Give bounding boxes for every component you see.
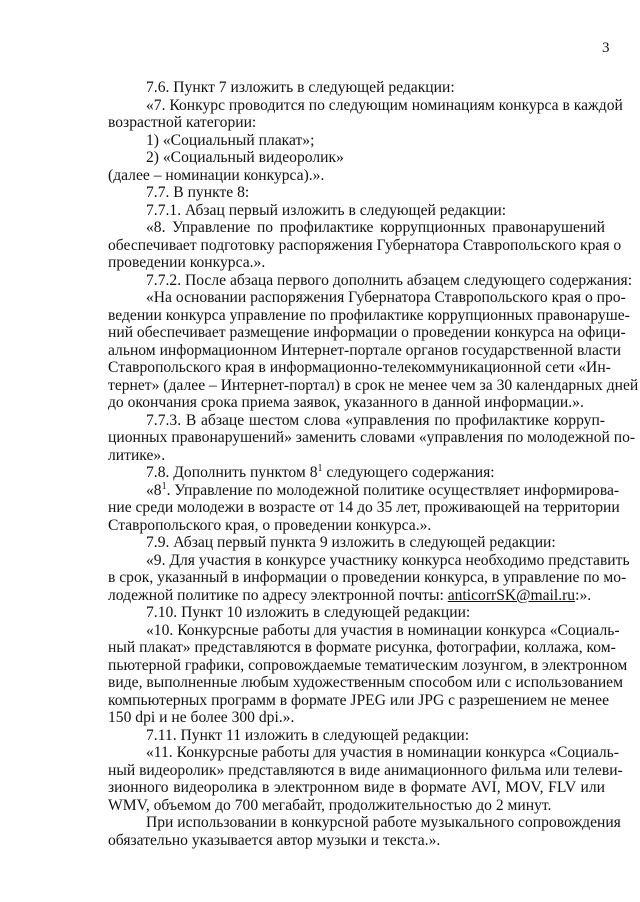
text-line: в срок, указанный в информации о проведении конкурса, в управление по мо- xyxy=(108,569,627,586)
text-line: WMV, объемом до 700 мегабайт, продолжительностью до 2 минут. xyxy=(108,797,552,814)
text-line: зионного видеоролика в электронном виде в формате AVI, MOV, FLV или xyxy=(108,779,605,796)
text-line: 7.7.2. После абзаца первого дополнить абзацем следующего содержания: xyxy=(146,272,633,289)
text-line: 7.6. Пункт 7 изложить в следующей редакции: xyxy=(146,79,455,96)
text-line: Ставропольского края в информационно-телекоммуникационной сети «Ин- xyxy=(108,359,611,376)
text-line: 7.9. Абзац первый пункта 9 изложить в следующей редакции: xyxy=(146,534,556,551)
text-line: обязательно указывается автор музыки и текста.». xyxy=(108,832,441,849)
text-line: до окончания срока приема заявок, указанного в данной информации.». xyxy=(108,394,584,411)
text-line: ведении конкурса управление по профилактике коррупционных правонаруше- xyxy=(108,307,630,324)
text-line: 1) «Социальный плакат»; xyxy=(146,132,315,149)
text-line: ный плакат» представляются в формате рисунка, фотографии, коллажа, ком- xyxy=(108,639,616,656)
text-line: 7.7. В пункте 8: xyxy=(146,184,250,201)
text-line: «10. Конкурсные работы для участия в номинации конкурса «Социаль- xyxy=(146,622,620,639)
text-line: проведении конкурса.». xyxy=(108,254,266,271)
text-line: литике». xyxy=(108,447,166,464)
text-line: тернет» (далее – Интернет-портал) в срок не менее чем за 30 календарных дней xyxy=(108,377,639,394)
text-line: пьютерной графики, сопровождаемые тематическим лозунгом, в электронном xyxy=(108,657,628,674)
text-line: 7.7.3. В абзаце шестом слова «управления по профилактике корруп- xyxy=(146,412,605,429)
text-line: 7.10. Пункт 10 изложить в следующей редакции: xyxy=(146,604,471,621)
text-line: ционных правонарушений» заменить словами «управления по молодежной по- xyxy=(108,429,636,446)
text-line: 150 dpi и не более 300 dpi.». xyxy=(108,709,295,726)
text-line: лодежной политике по адресу электронной почты: anticorrSK@mail.ru:». xyxy=(108,587,592,604)
text-line: (далее – номинации конкурса).». xyxy=(108,167,325,184)
text-line: возрастной категории: xyxy=(108,114,257,131)
text-line: 7.11. Пункт 11 изложить в следующей редакции: xyxy=(146,727,470,744)
text-line: 7.8. Дополнить пунктом $8^1$ следующего содержания: xyxy=(146,463,495,481)
text-line: компьютерных программ в формате JPEG или JPG с разрешением не менее xyxy=(108,692,609,709)
email-link[interactable]: anticorrSK@mail.ru xyxy=(447,587,576,604)
text-line: ние среди молодежи в возрасте от 14 до 35 лет, проживающей на территории xyxy=(108,499,620,516)
text-line: «11. Конкурсные работы для участия в номинации конкурса «Социаль- xyxy=(146,744,619,761)
text-line: При использовании в конкурсной работе музыкального сопровождения xyxy=(146,814,621,831)
page-number: 3 xyxy=(602,40,610,56)
text-line: обеспечивает подготовку распоряжения Губернатора Ставропольского края о xyxy=(108,237,622,254)
text-line: 2) «Социальный видеоролик» xyxy=(146,149,344,166)
text-line: «8. Управление по профилактике коррупционных правонарушений xyxy=(146,219,605,236)
text-line: «$8^1$. Управление по молодежной политике осуществляет информирова- xyxy=(146,481,620,499)
text-line: Ставропольского края, о проведении конкурса.». xyxy=(108,517,432,534)
text-line: ний обеспечивает размещение информации о проведении конкурса на офици- xyxy=(108,324,626,341)
text-line: «На основании распоряжения Губернатора Ставропольского края о про- xyxy=(146,289,626,306)
text-line: «9. Для участия в конкурсе участнику конкурса необходимо представить xyxy=(146,552,630,569)
text-line: «7. Конкурс проводится по следующим номинациям конкурса в каждой xyxy=(146,97,623,114)
text-line: 7.7.1. Абзац первый изложить в следующей редакции: xyxy=(146,202,507,219)
text-line: ный видеоролик» представляются в виде анимационного фильма или телеви- xyxy=(108,762,623,779)
text-line: виде, выполненные любым художественным способом или с использованием xyxy=(108,674,623,691)
text-line: альном информационном Интернет-портале органов государственной власти xyxy=(108,342,621,359)
superscript: 1 xyxy=(161,481,167,492)
superscript: 1 xyxy=(317,463,323,474)
